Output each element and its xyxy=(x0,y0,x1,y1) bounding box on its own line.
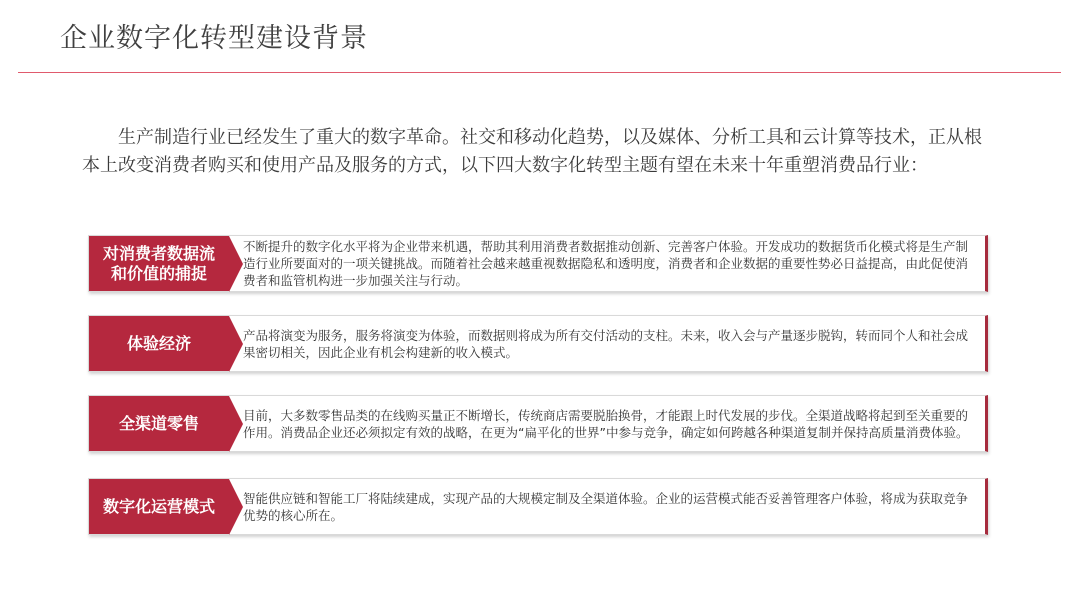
label-arrow-shape xyxy=(229,479,243,535)
theme-card-description-text: 智能供应链和智能工厂将陆续建成，实现产品的大规模定制及全渠道体验。企业的运营模式能否妥善管理客户体验，将成为获取竞争优势的核心所在。 xyxy=(243,490,969,523)
theme-card-description xyxy=(243,396,977,451)
theme-card-label xyxy=(89,396,229,451)
theme-card-experience-economy xyxy=(88,315,988,372)
theme-card-description-text: 不断提升的数字化水平将为企业带来机遇，帮助其利用消费者数据推动创新、完善客户体验。开发成功的数据货币化模式将是生产制造行业所要面对的一项关键挑战。而随着社会越来越重视数据隐私和透明度，消费者和企业数据的重要性势必日益提高，由此促使消费者和监管机构进一步加强关注与行动。 xyxy=(243,239,969,288)
label-arrow-shape xyxy=(229,236,243,292)
theme-card-label-text: 对消费者数据流和价值的捕捉 xyxy=(102,243,215,283)
theme-card-label-text: 体验经济 xyxy=(126,333,191,353)
theme-card-description-text: 目前，大多数零售品类的在线购买量正不断增长，传统商店需要脱胎换骨，才能跟上时代发展的步伐。全渠道战略将起到至关重要的作用。消费品企业还必须拟定有效的战略，在更为“扁平化的世界”中参与竞争，确定如何跨越各种渠道复制并保持高质量消费体验。 xyxy=(243,407,969,440)
theme-card-digital-operations xyxy=(88,478,988,535)
theme-card-description-text: 产品将演变为服务，服务将演变为体验，而数据则将成为所有交付活动的支柱。未来，收入会与产量逐步脱钩，转而同个人和社会成果密切相关，因此企业有机会构建新的收入模式。 xyxy=(243,327,969,360)
theme-card-label xyxy=(89,316,229,371)
title-divider xyxy=(18,72,1061,73)
theme-card-label-text: 全渠道零售 xyxy=(118,413,199,433)
label-arrow-shape xyxy=(229,316,243,372)
page-title: 企业数字化转型建设背景 xyxy=(60,23,368,54)
theme-card-label xyxy=(89,479,229,534)
theme-card-description xyxy=(243,236,977,291)
theme-card-consumer-data xyxy=(88,235,988,292)
theme-card-label xyxy=(89,236,229,291)
theme-card-description xyxy=(243,316,977,371)
label-arrow-shape xyxy=(229,396,243,452)
theme-card-omnichannel-retail xyxy=(88,395,988,452)
theme-card-description xyxy=(243,479,977,534)
theme-card-label-text: 数字化运营模式 xyxy=(102,496,215,516)
intro-paragraph: 生产制造行业已经发生了重大的数字革命。社交和移动化趋势，以及媒体、分析工具和云计算等技术，正从根本上改变消费者购买和使用产品及服务的方式，以下四大数字化转型主题有望在未来十年重塑消费品行业： xyxy=(82,127,982,176)
